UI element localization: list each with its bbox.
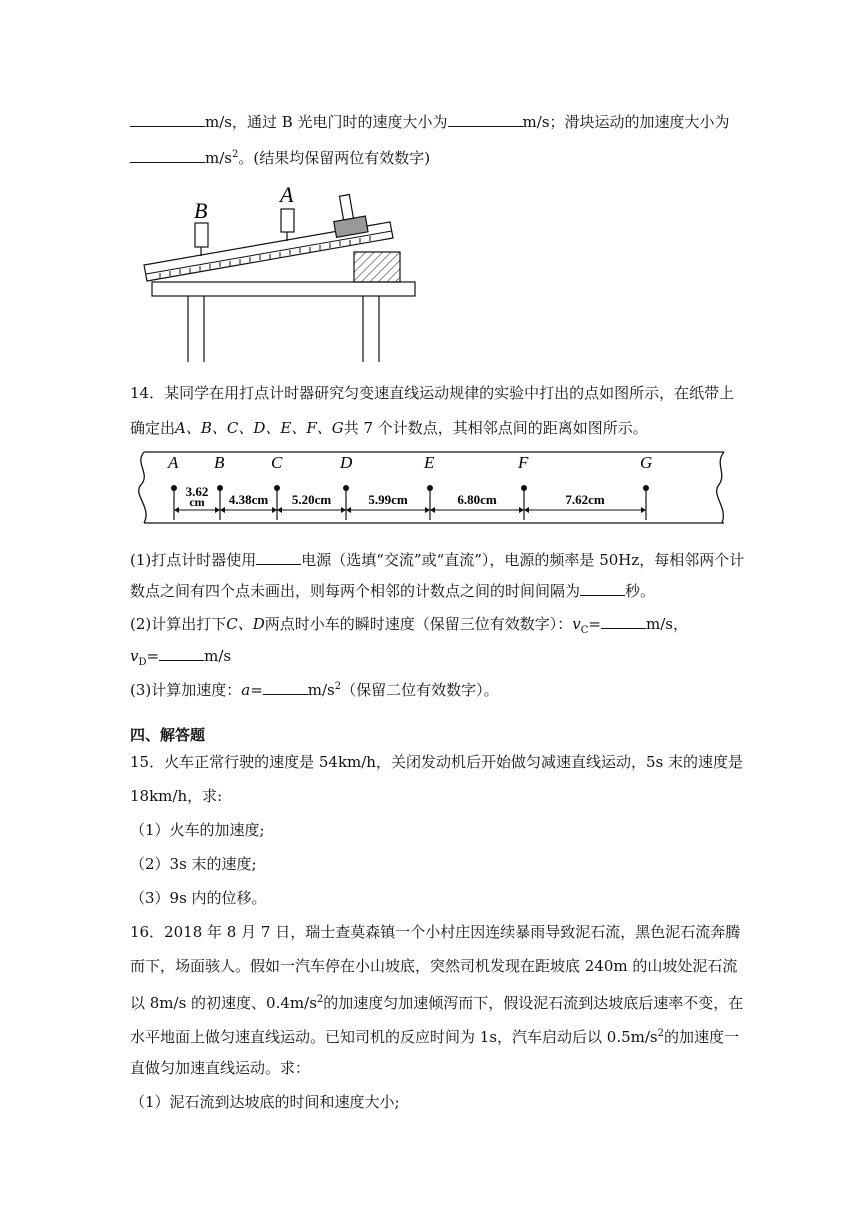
point-label-c: C bbox=[271, 453, 283, 472]
point-label-f: F bbox=[518, 453, 529, 472]
text: m/s；滑块运动的加速度大小为 bbox=[522, 113, 730, 131]
text: m/s bbox=[205, 149, 232, 167]
point-label-b: B bbox=[214, 453, 225, 472]
label-b: B bbox=[194, 198, 208, 223]
arrow-head bbox=[277, 507, 282, 513]
distance-label: 6.80cm bbox=[457, 492, 497, 507]
answer-blank[interactable] bbox=[263, 678, 308, 695]
answer-blank[interactable] bbox=[130, 110, 205, 127]
q16-line-1: 16．2018 年 8 月 7 日，瑞士查莫森镇一个小村庄因连续暴雨导致泥石流，黑色泥石流奔腾 bbox=[130, 923, 741, 941]
table-top bbox=[152, 282, 415, 296]
text: m/s，通过 B 光电门时的速度大小为 bbox=[205, 113, 448, 131]
q13-line-1 bbox=[130, 110, 730, 132]
distance-label: 5.99cm bbox=[368, 492, 408, 507]
arrow-head bbox=[220, 507, 225, 513]
arrow-head bbox=[430, 507, 435, 513]
point-label-d: D bbox=[340, 453, 353, 472]
answer-blank[interactable] bbox=[256, 548, 301, 565]
q14-part-2-line-2: $v_D= m/s$ bbox=[130, 644, 231, 673]
air-track-figure bbox=[130, 182, 430, 364]
q16-line-3: 以 8m/s 的初速度、$0.4m/s^2$的加速度匀加速倾泻而下，假设泥石流到达坡底后速率不变，在 bbox=[130, 994, 744, 1012]
distance-label: 5.20cm bbox=[291, 492, 332, 507]
answer-blank[interactable] bbox=[580, 579, 625, 596]
q16-line-5: 直做匀加速直线运动。求： bbox=[130, 1059, 311, 1077]
answer-blank[interactable] bbox=[448, 110, 523, 127]
superscript: 2 bbox=[231, 149, 239, 160]
arrow-head bbox=[215, 507, 220, 513]
q14-part-2-line-1: (2)计算出打下C、D两点时小车的瞬时速度（保留三位有效数字）：$v_C= m/s$， bbox=[130, 612, 688, 641]
q14-line-1: 14．某同学在用打点计时器研究匀变速直线运动规律的实验中打出的点如图所示，在纸带上 bbox=[130, 384, 735, 402]
answer-blank[interactable] bbox=[130, 146, 205, 163]
label-a: A bbox=[280, 182, 294, 207]
section-title: 四、解答题 bbox=[130, 726, 206, 744]
q16-sub-1: （1）泥石流到达坡底的时间和速度大小; bbox=[130, 1093, 400, 1111]
arrow-head bbox=[341, 507, 346, 513]
q14-line-2: 确定出A、B、C、D、E、F、G共 7 个计数点，其相邻点间的距离如图所示。 bbox=[130, 419, 648, 437]
q14-part-3: (3)计算加速度：$a= m/s^2$（保留二位有效数字）。 bbox=[130, 677, 499, 700]
q16-line-4: 水平地面上做匀速直线运动。已知司机的反应时间为 1s，汽车启动后以 $0.5m/s^2$的加速度一 bbox=[130, 1028, 740, 1046]
arrow-head bbox=[425, 507, 430, 513]
q15-sub-1: （1）火车的加速度; bbox=[130, 821, 265, 839]
q15-sub-2: （2）3s 末的速度; bbox=[130, 855, 257, 873]
text: 。(结果均保留两位有效数字) bbox=[238, 149, 431, 167]
q14-part-1-line-1: (1)打点计时器使用 电源（选填“交流”或“直流”），电源的频率是 50Hz，每相邻两个计 bbox=[130, 548, 744, 570]
distance-label: 3.62 bbox=[185, 484, 209, 499]
photogate-a bbox=[281, 209, 294, 232]
distance-label-unit: cm bbox=[189, 495, 205, 509]
support-block bbox=[354, 252, 400, 282]
q16-line-2: 而下，场面骇人。假如一汽车停在小山坡底，突然司机发现在距坡底 240m 的山坡处泥石流 bbox=[130, 957, 738, 975]
q15-line-1: 15．火车正常行驶的速度是 54km/h，关闭发动机后开始做匀减速直线运动，5s 末的速度是 bbox=[130, 753, 743, 771]
tape-figure bbox=[130, 450, 730, 528]
arrow-head bbox=[174, 507, 179, 513]
shading-flag bbox=[339, 195, 353, 220]
arrow-head bbox=[346, 507, 351, 513]
q14-part-1-line-2: 数点之间有四个点未画出，则每两个相邻的计数点之间的时间间隔为 秒。 bbox=[130, 579, 655, 601]
point-label-a: A bbox=[168, 453, 179, 472]
arrow-head bbox=[272, 507, 277, 513]
photogate-b bbox=[195, 223, 208, 247]
q15-line-2: 18km/h，求: bbox=[130, 787, 223, 805]
arrow-head bbox=[641, 507, 646, 513]
distance-label: 4.38cm bbox=[228, 492, 269, 507]
answer-blank[interactable] bbox=[159, 644, 204, 661]
arrow-head bbox=[524, 507, 529, 513]
point-label-g: G bbox=[640, 453, 653, 472]
distance-label: 7.62cm bbox=[565, 492, 605, 507]
point-label-e: E bbox=[424, 453, 435, 472]
arrow-head bbox=[519, 507, 524, 513]
q15-sub-3: （3）9s 内的位移。 bbox=[130, 889, 267, 907]
answer-blank[interactable] bbox=[601, 612, 646, 629]
q13-line-2 bbox=[130, 145, 430, 168]
